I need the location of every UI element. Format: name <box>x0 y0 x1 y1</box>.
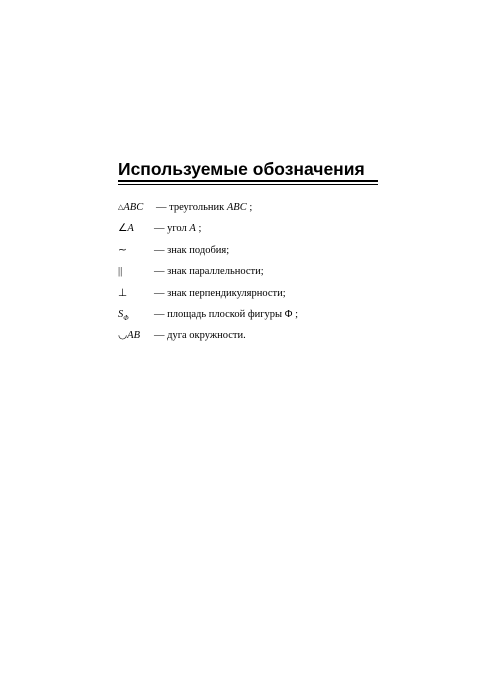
notation-var: ABC <box>226 202 247 213</box>
notation-item-parallel <box>118 261 418 282</box>
angle-icon: ∠ <box>118 223 128 235</box>
notation-dash: — <box>154 330 165 342</box>
parallel-icon: || <box>118 266 123 278</box>
triangle-icon: △ <box>118 203 124 211</box>
notation-tail: ; <box>246 202 253 213</box>
notation-dash: — <box>154 244 165 256</box>
notation-symbol-var: A <box>127 223 134 235</box>
notation-text: знак параллельности; <box>167 266 264 278</box>
notation-symbol-triangle <box>118 197 143 218</box>
notation-dash: — <box>154 308 165 320</box>
notation-text: дуга окружности. <box>167 330 246 342</box>
notation-desc-similarity <box>154 240 229 261</box>
notation-list <box>118 197 418 347</box>
similarity-icon: ∼ <box>118 244 127 256</box>
notation-dash: — <box>156 202 167 213</box>
notation-symbol-perpendicular <box>118 283 127 304</box>
title-rule-thick <box>118 180 378 182</box>
notation-symbol-angle <box>118 218 134 239</box>
notation-symbol-parallel <box>118 261 122 282</box>
notation-text: знак перпендикулярности; <box>167 287 286 299</box>
notation-item-area <box>118 304 418 325</box>
notation-item-triangle <box>118 197 418 218</box>
notation-var: Φ <box>284 308 293 320</box>
notation-item-perpendicular <box>118 283 418 304</box>
notation-desc-perpendicular <box>154 283 286 304</box>
page-title: Используемые обозначения <box>118 159 365 179</box>
notation-text: знак подобия; <box>167 244 230 256</box>
notation-text: треугольник <box>169 202 225 213</box>
notation-dash: — <box>154 287 165 299</box>
notation-text: угол <box>167 223 187 235</box>
notation-dash: — <box>154 266 165 278</box>
notation-symbol-var: AB <box>127 330 140 342</box>
notation-symbol-var: ABC <box>123 202 144 213</box>
notation-tail: ; <box>292 308 298 320</box>
perpendicular-icon: ⊥ <box>118 287 128 299</box>
notation-item-angle <box>118 218 418 239</box>
notation-desc-area <box>154 304 298 325</box>
area-subscript: Φ <box>123 313 129 322</box>
notation-item-arc <box>118 325 418 346</box>
notation-desc-angle <box>154 218 201 239</box>
notation-tail: ; <box>195 223 202 235</box>
arc-icon: ◡ <box>118 330 128 342</box>
notation-var: A <box>189 223 196 235</box>
notation-desc-parallel <box>154 261 264 282</box>
notation-desc-arc <box>154 325 246 346</box>
notation-symbol-arc <box>118 325 140 346</box>
area-symbol: S <box>118 308 124 320</box>
notation-dash: — <box>154 223 165 235</box>
title-rule-thin <box>118 184 378 185</box>
notation-symbol-similarity <box>118 240 127 261</box>
notation-item-similarity <box>118 240 418 261</box>
notation-desc-triangle <box>156 197 252 218</box>
notation-text: площадь плоской фигуры <box>167 308 283 320</box>
